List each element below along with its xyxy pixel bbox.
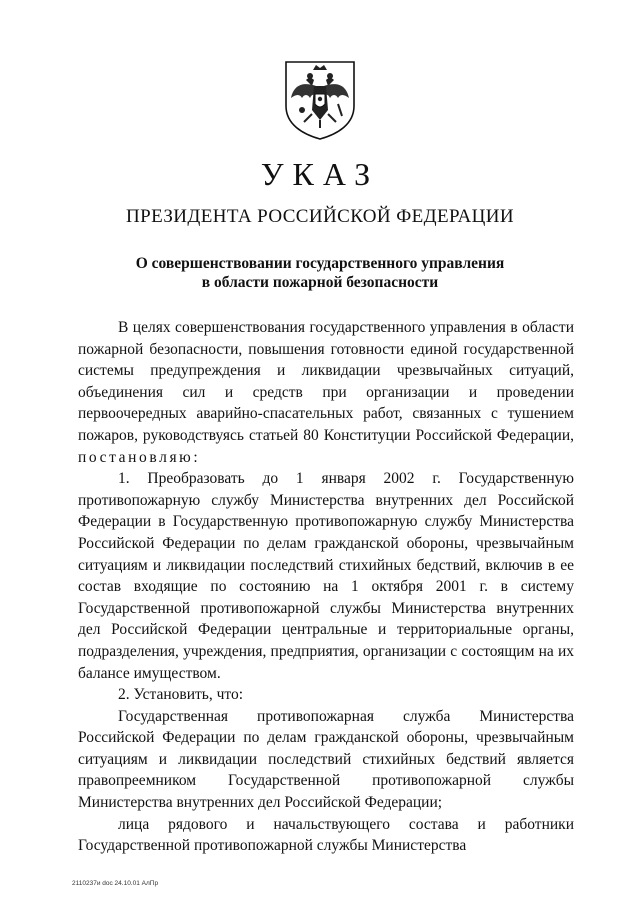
item-2-paragraph: 2. Установить, что: — [118, 686, 244, 704]
double-headed-eagle-icon — [282, 58, 358, 142]
decree-heading — [0, 254, 640, 292]
item-2b-paragraph: лица рядового и начальствующего состава и работники Государственной противопожарной службы Министерства — [78, 815, 574, 855]
decree-heading-line-1: О совершенствовании государственного управления — [135, 255, 505, 272]
intro-text: В целях совершенствования государственного управления в области пожарной безопасности, повышения готовности единой государственной системы предупреждения и ликвидации чрезвычайных ситуаций, объединения сил и средств при организации и проведении первоочередных аварийно-спасательных работ, связанных с тушением пожаров, руководствуясь статьей 80 Конституции Российской Федерации, — [78, 319, 574, 444]
item-2a-paragraph: Государственная противопожарная служба Министерства Российской Федерации по делам гражданской обороны, чрезвычайным ситуациям и ликвидации последствий стихийных бедствий является правопреемником Государственной противопожарной службы Министерства внутренних дел Российской Федерации; — [78, 707, 574, 812]
coat-of-arms-emblem — [282, 58, 358, 142]
decree-word: постановляю: — [78, 448, 201, 466]
document-code-footer: 2110237и doc 24.10.01 АлПр — [72, 880, 159, 887]
decree-body — [78, 317, 574, 857]
document-title: УКАЗ — [260, 156, 380, 192]
document-issuer: ПРЕЗИДЕНТА РОССИЙСКОЙ ФЕДЕРАЦИИ — [126, 206, 514, 227]
item-1-paragraph: 1. Преобразовать до 1 января 2002 г. Государственную противопожарную службу Министерства внутренних дел Российской Федерации в Государственную противопожарную службу Министерства Российской Федерации по делам гражданской обороны, чрезвычайным ситуациям и ликвидации последствий стихийных бедствий, включив в ее состав входящие по состоянию на 1 октября 2001 г. в систему Государственной противопожарной службы Министерства внутренних дел Российской Федерации центральные и территориальные органы, подразделения, учреждения, предприятия, организации с состоящим на их балансе имуществом. — [78, 470, 574, 682]
decree-heading-line-2: в области пожарной безопасности — [201, 274, 439, 291]
intro-paragraph — [78, 317, 574, 468]
